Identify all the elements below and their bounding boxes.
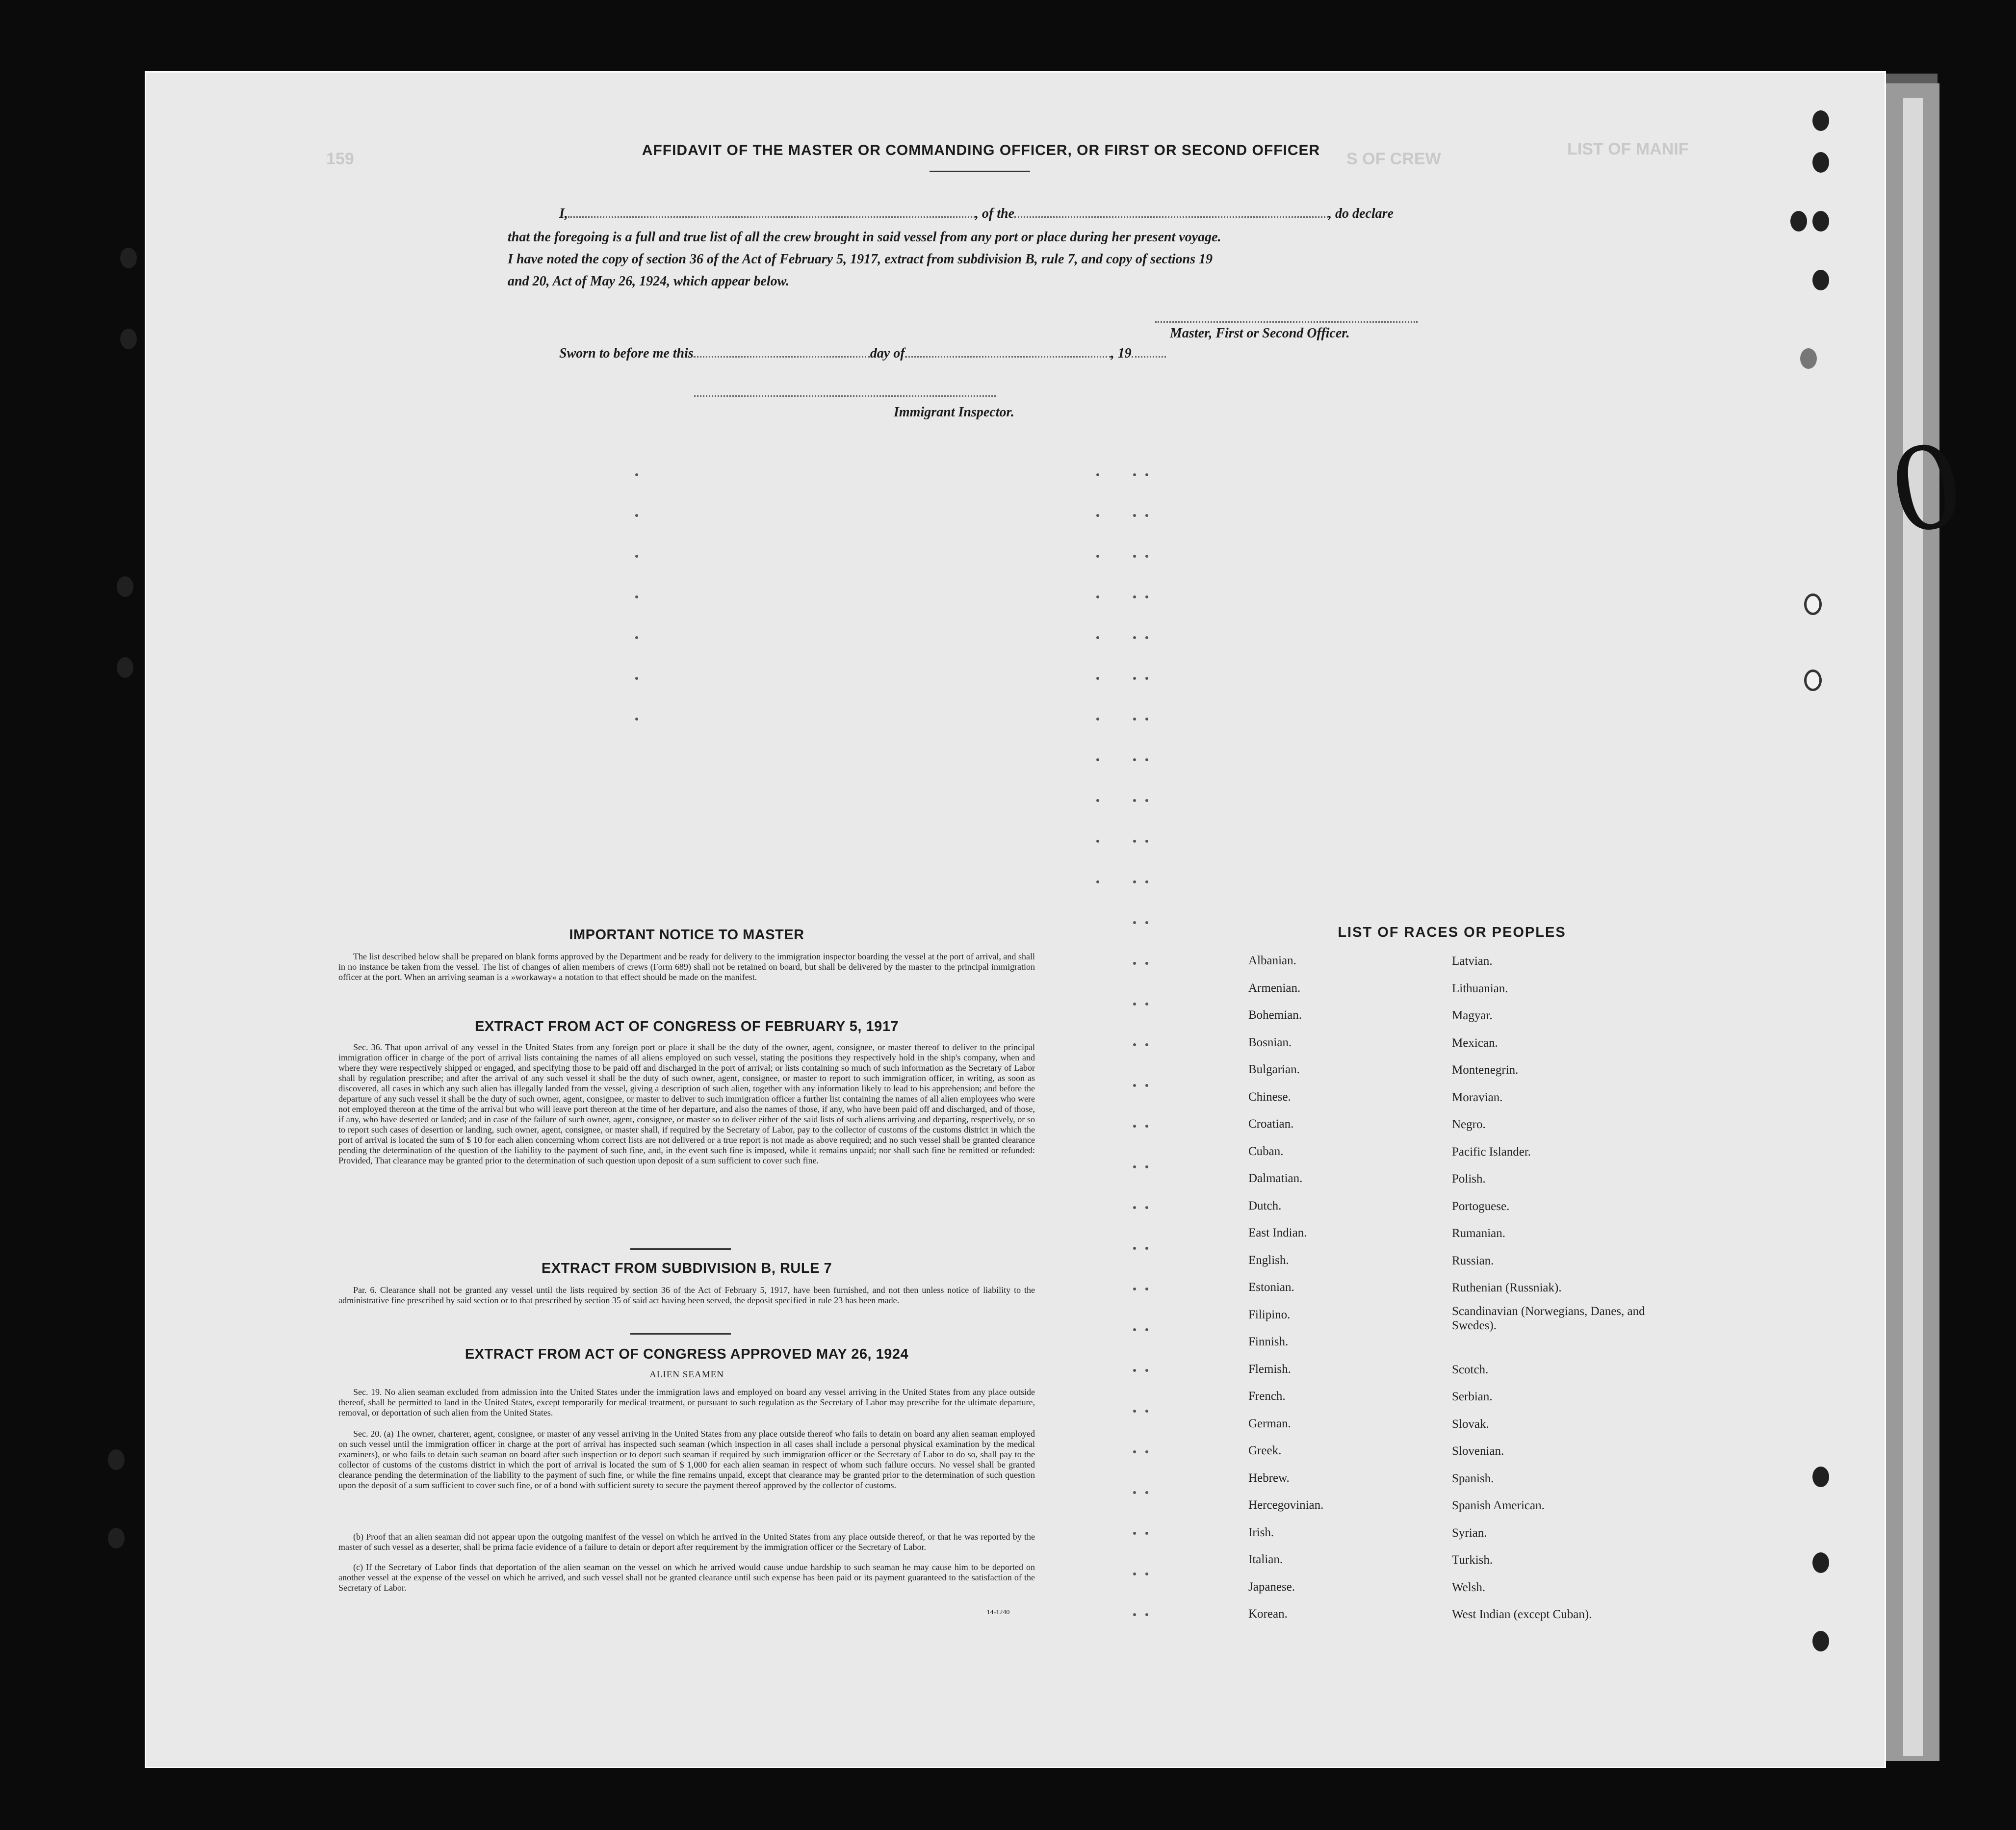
race-right: Spanish. <box>1452 1471 1494 1485</box>
ghost-dot <box>635 677 638 680</box>
ghost-dot <box>1145 1003 1148 1005</box>
race-row <box>1248 1390 1665 1417</box>
ghost-dot <box>1096 880 1099 883</box>
race-right: Scotch. <box>1452 1363 1489 1376</box>
race-row <box>1248 1553 1665 1580</box>
ghost-dot <box>1145 921 1148 924</box>
race-left: Filipino. <box>1248 1308 1291 1321</box>
ghost-dot <box>1133 1572 1136 1575</box>
race-right: Mexican. <box>1452 1036 1498 1050</box>
ghost-dot <box>1096 799 1099 802</box>
race-left: Bosnian. <box>1248 1035 1292 1049</box>
ghost-dot <box>1133 1532 1136 1535</box>
ghost-dot <box>1133 1450 1136 1453</box>
race-left: Italian. <box>1248 1553 1283 1566</box>
race-row <box>1248 1254 1665 1281</box>
race-row <box>1248 1304 1665 1336</box>
race-row <box>1248 1363 1665 1390</box>
sworn-year: , 19 <box>1111 346 1132 361</box>
race-right: Rumanian. <box>1452 1227 1506 1240</box>
ghost-dot <box>1096 636 1099 639</box>
ghost-dot <box>1133 1491 1136 1494</box>
race-row <box>1248 1008 1665 1036</box>
ghost-dot <box>1133 799 1136 802</box>
ghost-dot <box>635 595 638 598</box>
race-row <box>1248 1090 1665 1118</box>
ghost-dot <box>1133 921 1136 924</box>
race-row <box>1248 1036 1665 1063</box>
ghost-dot <box>1133 514 1136 517</box>
ghost-dot <box>1133 758 1136 761</box>
notice-text: The list described below shall be prepared on blank forms approved by the Department and be ready for delivery to the immigration inspector boarding the vessel at the port of arrival, and shall in no instance be taken from the vessel. The list of changes of alien members of crews (Form 689) shall not be retained on board, but shall be delivered by the master to the principal immigration officer at the port. When an arriving seaman is a »workaway« a notation to that effect should be made on the manifest. <box>338 952 1035 982</box>
punch-hole <box>1812 270 1829 290</box>
ghost-dot <box>1145 1613 1148 1616</box>
handwritten-mark: 0 <box>1880 419 1974 561</box>
extract-1917-text: Sec. 36. That upon arrival of any vessel in the United States from any foreign port or place it shall be the duty of the owner, agent, consignee, or master thereof to deliver to the principal immigration officer in charge of the port of arrival lists containing the names of all aliens employed on such vessel, stating the positions they respectively hold in the ship's company, when and where they were respectively shipped or engaged, and specifying those to be paid off and discharged in the port of arrival; or lists containing so much of such information as the Secretary of Labor shall by regulation prescribe; and after the arrival of any such vessel it shall be the duty of such owner, agent, consignee, or master to report to such immigration officer, in writing, as soon as discovered, all cases in which any such alien has illegally landed from the vessel, giving a description of such alien, together with any information likely to lead to his apprehension; and before the departure of any such vessel it shall be the duty of such owner, agent, consignee, or master to deliver to such immigration officer a further list containing the names of all alien employees who were not employed thereon at the time of the arrival but who will leave port thereon at the time of her departure, and also the names of those, if any, who have been paid off and discharged, and of those, if any, who have deserted or landed; and in case of the failure of such owner, agent, consignee, or master so to deliver either of the said lists of such aliens arriving and departing, respectively, or so to report such cases of desertion or landing, such owner, agent, consignee, or master shall, if required by the Secretary of Labor, pay to the collector of customs of the customs district in which the port of arrival is located the sum of $ 10 for each alien concerning whom correct lists are not delivered or a true report is not made as above required; and no such vessel shall be granted clearance pending the determination of the question of the liability to the payment of such fine, and, in the event such fine is imposed, while it remains unpaid; nor shall such fine be remitted or refunded: Provided, That clearance may be granted prior to the determination of such question upon deposit of a sum sufficient to cover such fine. <box>338 1042 1035 1165</box>
ghost-dot <box>1133 880 1136 883</box>
notice-title: IMPORTANT NOTICE TO MASTER <box>569 927 804 943</box>
ghost-dot <box>1133 1206 1136 1209</box>
punch-hole <box>1800 348 1817 369</box>
punch-hole <box>1812 1552 1829 1573</box>
ghost-dot <box>635 636 638 639</box>
sworn-line <box>559 346 1166 361</box>
affidavit-line-3: I have noted the copy of section 36 of the Act of February 5, 1917, extract from subdivision B, rule 7, and copy of sections 19 <box>508 252 1213 267</box>
ghost-dot <box>1133 962 1136 965</box>
ghost-dot <box>1133 840 1136 843</box>
race-right: Syrian. <box>1452 1526 1487 1540</box>
race-left: Chinese. <box>1248 1090 1291 1104</box>
race-left: Estonian. <box>1248 1281 1294 1294</box>
race-right: Lithuanian. <box>1452 981 1508 995</box>
race-left: Finnish. <box>1248 1335 1289 1348</box>
race-row <box>1248 1498 1665 1526</box>
ghost-dot <box>1145 1206 1148 1209</box>
declare-of-the: , of the <box>975 206 1015 221</box>
signature-label: Master, First or Second Officer. <box>1170 326 1350 341</box>
race-left: Irish. <box>1248 1525 1274 1539</box>
race-left: German. <box>1248 1417 1291 1430</box>
day-blank <box>694 346 870 358</box>
race-right: West Indian (except Cuban). <box>1452 1608 1592 1621</box>
affidavit-title: AFFIDAVIT OF THE MASTER OR COMMANDING OFFICER, OR FIRST OR SECOND OFFICER <box>642 142 1320 158</box>
ghost-dot <box>1145 514 1148 517</box>
ghost-title-left: LIST OF MANIF <box>1567 140 1689 158</box>
ghost-dot <box>1096 758 1099 761</box>
ghost-dot <box>1145 1410 1148 1413</box>
ghost-dot <box>1096 677 1099 680</box>
race-right: Pacific Islander. <box>1452 1145 1531 1159</box>
ghost-dot <box>1133 718 1136 721</box>
race-left: Dutch. <box>1248 1199 1282 1212</box>
extract-1917-title: EXTRACT FROM ACT OF CONGRESS OF FEBRUARY 5, 1917 <box>474 1019 899 1034</box>
race-row <box>1248 1471 1665 1499</box>
race-right: Spanish American. <box>1452 1499 1545 1512</box>
race-left: Bulgarian. <box>1248 1063 1300 1076</box>
ghost-dot <box>1145 1369 1148 1372</box>
race-right: Montenegrin. <box>1452 1063 1519 1077</box>
year-blank <box>1132 346 1166 358</box>
ghost-dot <box>1145 1572 1148 1575</box>
sec20c-text: (c) If the Secretary of Labor finds that deportation of the alien seaman on the vessel on which he arrived would cause undue hardship to such seaman he may cause him to be deported on another vessel at the expense of the vessel on which he arrived, and such vessel shall not be granted clearance until such expense has been paid or its payment guaranteed to the satisfaction of the Secretary of Labor. <box>338 1562 1035 1593</box>
ghost-dot <box>1145 758 1148 761</box>
ghost-dot <box>1133 1003 1136 1005</box>
sec20b-text: (b) Proof that an alien seaman did not appear upon the outgoing manifest of the vessel on which he arrived in the United States from any place outside thereof, or that he was reported by the master of such vessel as a deserter, shall be prima facie evidence of a failure to detain or deport after requirement by the immigration officer or the Secretary of Labor. <box>338 1532 1035 1552</box>
ghost-dot <box>1145 1043 1148 1046</box>
race-left: English. <box>1248 1253 1289 1267</box>
ghost-dot <box>635 473 638 476</box>
form-number: 14-1240 <box>986 1609 1010 1616</box>
race-left: Bohemian. <box>1248 1008 1302 1022</box>
ghost-dot <box>1145 1450 1148 1453</box>
ghost-dot <box>1145 1247 1148 1250</box>
race-right: Turkish. <box>1452 1553 1493 1567</box>
race-left: Flemish. <box>1248 1362 1291 1376</box>
ghost-dot <box>635 555 638 558</box>
ghost-dot <box>1133 1410 1136 1413</box>
sworn-day-of: day of <box>870 346 905 361</box>
race-row <box>1248 1063 1665 1090</box>
punch-hole <box>1812 1631 1829 1651</box>
race-left: Hercegovinian. <box>1248 1498 1324 1512</box>
ghost-dot <box>1133 1247 1136 1250</box>
ghost-dot <box>1133 1084 1136 1087</box>
punch-hole <box>1804 593 1822 615</box>
ghost-page-number: 159 <box>326 150 354 168</box>
ghost-dot <box>1145 1328 1148 1331</box>
race-right: Magyar. <box>1452 1009 1493 1022</box>
race-right: Negro. <box>1452 1118 1486 1131</box>
ghost-dot <box>1133 636 1136 639</box>
ghost-dot <box>1096 718 1099 721</box>
ghost-dot <box>1145 799 1148 802</box>
race-row <box>1248 1117 1665 1145</box>
punch-hole <box>1790 211 1807 232</box>
ghost-dot <box>1145 880 1148 883</box>
ghost-dot <box>1133 1613 1136 1616</box>
punch-hole <box>1804 670 1822 691</box>
race-row <box>1248 1444 1665 1471</box>
declare-i: I, <box>559 206 568 221</box>
month-blank <box>905 346 1111 358</box>
vessel-blank <box>1014 206 1328 218</box>
race-right: Russian. <box>1452 1254 1494 1267</box>
ghost-dot <box>1145 1125 1148 1128</box>
race-row <box>1248 1335 1665 1363</box>
ghost-dot <box>635 514 638 517</box>
alien-seamen-subtitle: ALIEN SEAMEN <box>649 1369 724 1380</box>
ghost-dot <box>1133 677 1136 680</box>
ghost-title-right: S OF CREW <box>1346 150 1441 168</box>
ghost-dot <box>1096 840 1099 843</box>
ghost-dot <box>1133 1125 1136 1128</box>
punch-hole <box>117 657 133 678</box>
sheet-edge <box>1903 98 1923 1756</box>
punch-hole <box>1812 152 1829 173</box>
race-row <box>1248 1526 1665 1553</box>
race-left: Korean. <box>1248 1607 1288 1621</box>
punch-hole <box>108 1449 125 1470</box>
sec19-text: Sec. 19. No alien seaman excluded from admission into the United States under the immigration laws and employed on board any vessel arriving in the United States from any place outside thereof, shall be permitted to land in the United States, except temporarily for medical treatment, or pursuant to such regulation as the Secretary of Labor may prescribe for the ultimate departure, removal, or deportation of such alien from the United States. <box>338 1387 1035 1418</box>
ghost-dot <box>1145 473 1148 476</box>
punch-hole <box>1812 1467 1829 1487</box>
race-left: East Indian. <box>1248 1226 1307 1239</box>
divider-1 <box>630 1248 731 1250</box>
ghost-dot <box>1096 595 1099 598</box>
race-left: Albanian. <box>1248 954 1296 967</box>
race-row <box>1248 1172 1665 1199</box>
race-left: French. <box>1248 1390 1286 1403</box>
ghost-dot <box>1145 1288 1148 1290</box>
race-left: Cuban. <box>1248 1144 1284 1158</box>
race-row <box>1248 981 1665 1009</box>
race-row <box>1248 1580 1665 1608</box>
race-right: Polish. <box>1452 1172 1486 1186</box>
ghost-dot <box>1133 1328 1136 1331</box>
ghost-dot <box>1145 677 1148 680</box>
punch-hole <box>120 248 137 268</box>
rule7-text: Par. 6. Clearance shall not be granted any vessel until the lists required by section 36 of the Act of February 5, 1917, have been furnished, and not then unless notice of liability to the administrative fine prescribed by said section or to that prescribed by section 35 of said act having been served, the deposit specified in rule 23 has been made. <box>338 1285 1035 1305</box>
affidavit-line-4: and 20, Act of May 26, 1924, which appear below. <box>508 274 790 289</box>
race-row <box>1248 1607 1665 1635</box>
race-left: Armenian. <box>1248 981 1301 995</box>
races-title: LIST OF RACES OR PEOPLES <box>1338 925 1566 940</box>
ghost-dot <box>1145 1491 1148 1494</box>
race-left: Dalmatian. <box>1248 1172 1303 1185</box>
race-right: Scandinavian (Norwegians, Danes, and Swedes). <box>1452 1304 1645 1332</box>
race-right: Latvian. <box>1452 954 1493 968</box>
race-right: Moravian. <box>1452 1090 1503 1104</box>
ghost-dot <box>1133 595 1136 598</box>
race-right: Slovenian. <box>1452 1444 1504 1458</box>
ghost-dot <box>635 718 638 721</box>
ghost-dot <box>1133 1369 1136 1372</box>
race-left: Hebrew. <box>1248 1471 1290 1485</box>
races-list <box>1248 954 1665 1635</box>
ghost-dot <box>1145 555 1148 558</box>
race-row <box>1248 1226 1665 1254</box>
ghost-dot <box>1145 1165 1148 1168</box>
ghost-dot <box>1133 1043 1136 1046</box>
inspector-line <box>694 395 996 397</box>
ghost-dot <box>1133 473 1136 476</box>
ghost-dot <box>1145 1532 1148 1535</box>
sworn-label: Sworn to before me this <box>559 346 694 361</box>
ghost-dot <box>1096 473 1099 476</box>
sec20a-text: Sec. 20. (a) The owner, charterer, agent, consignee, or master of any vessel arriving in the United States from any place outside thereof who fails to detain on board any alien seaman employed on such vessel until the immigration officer in charge at the port of arrival has inspected such seaman (which inspection in all cases shall include a personal physical examination by the medical examiners), or who fails to detain such seaman on board after such inspection or to deport such seaman if required by such immigration officer or the Secretary of Labor to do so, shall pay to the collector of customs of the customs district in which the port of arrival is located the sum of $ 1,000 for each alien seaman in respect of whom such failure occurs. No vessel shall be granted clearance pending the determination of the liability to the payment of such fine, or while the fine remains unpaid, except that clearance may be granted prior to the determination of such question upon the deposit of a sum sufficient to cover such fine, or of a bond with sufficient surety to secure the payment thereof approved by the collector of customs. <box>338 1429 1035 1490</box>
race-right: Portoguese. <box>1452 1199 1510 1213</box>
ghost-dot <box>1145 595 1148 598</box>
punch-hole <box>108 1528 125 1548</box>
declare-line <box>559 206 1394 222</box>
affidavit-line-2: that the foregoing is a full and true list of all the crew brought in said vessel from any port or place during her present voyage. <box>508 230 1221 245</box>
race-right: Ruthenian (Russniak). <box>1452 1281 1562 1294</box>
race-row <box>1248 1199 1665 1227</box>
ghost-dot <box>1145 1084 1148 1087</box>
race-right: Serbian. <box>1452 1390 1493 1403</box>
punch-hole <box>117 576 133 597</box>
declare-do-declare: , do declare <box>1328 206 1394 221</box>
title-rule <box>930 171 1030 172</box>
race-row <box>1248 1417 1665 1444</box>
ghost-dot <box>1145 840 1148 843</box>
rule7-title: EXTRACT FROM SUBDIVISION B, RULE 7 <box>541 1261 832 1276</box>
ghost-dot <box>1096 514 1099 517</box>
race-left: Japanese. <box>1248 1580 1295 1594</box>
ghost-dot <box>1145 962 1148 965</box>
ghost-dot <box>1096 555 1099 558</box>
extract-1924-title: EXTRACT FROM ACT OF CONGRESS APPROVED MAY 26, 1924 <box>465 1346 909 1362</box>
punch-hole <box>120 329 137 349</box>
inspector-label: Immigrant Inspector. <box>894 405 1014 420</box>
ghost-dot <box>1133 1288 1136 1290</box>
punch-hole <box>1812 211 1829 232</box>
race-right: Welsh. <box>1452 1580 1486 1594</box>
ghost-dot <box>1133 1165 1136 1168</box>
race-row <box>1248 1145 1665 1172</box>
name-blank <box>568 206 975 218</box>
punch-hole <box>1812 110 1829 131</box>
divider-2 <box>630 1333 731 1335</box>
race-left: Croatian. <box>1248 1117 1294 1131</box>
race-right: Slovak. <box>1452 1417 1489 1431</box>
ghost-dot <box>1145 718 1148 721</box>
race-row <box>1248 954 1665 981</box>
signature-line <box>1155 321 1418 323</box>
ghost-dot <box>1133 555 1136 558</box>
ghost-dot <box>1145 636 1148 639</box>
race-left: Greek. <box>1248 1444 1282 1457</box>
